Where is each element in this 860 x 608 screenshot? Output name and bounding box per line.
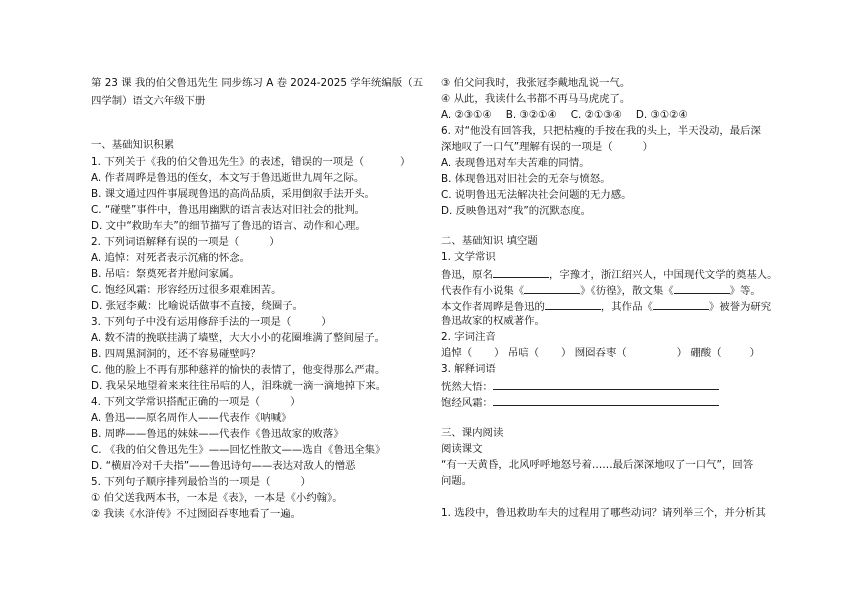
q4-option-b: B. 周晔——鲁迅的妹妹——代表作《鲁迅故家的败落》 bbox=[91, 428, 344, 440]
lit-text: 》《彷徨》，散文集《 bbox=[580, 285, 674, 297]
q5-option-d: D. ③①②④ bbox=[635, 109, 688, 121]
q1-option-b: B. 课文通过四件事展现鲁迅的高尚品质，采用倒叙手法开头。 bbox=[91, 188, 375, 200]
fill-blank-essay-collection[interactable] bbox=[674, 282, 730, 294]
section1-heading: 一、基础知识积累 bbox=[91, 139, 175, 151]
q3-option-c: C. 他的脸上不再有那种慈祥的愉快的表情了，他变得那么严肃。 bbox=[91, 364, 386, 376]
q4-option-d: D. “横眉冷对千夫指”——鲁迅诗句——表达对敌人的憎恶 bbox=[91, 460, 356, 472]
word-explain-2 bbox=[441, 394, 719, 410]
q6-close: ） bbox=[642, 141, 654, 153]
word-label: 恍然大悟： bbox=[441, 381, 493, 393]
q5-sentence-4: ④ 从此，我读什么书都不再马马虎虎了。 bbox=[441, 93, 631, 105]
q6-option-a: A. 表现鲁迅对车夫苦难的同情。 bbox=[441, 157, 590, 169]
lit-text: ，字豫才，浙江绍兴人，中国现代文学的奠基人。 bbox=[548, 269, 778, 281]
lit-text: 》等。 bbox=[729, 285, 761, 297]
section3-heading: 三、课内阅读 bbox=[441, 427, 504, 439]
q1-option-a: A. 作者周晔是鲁迅的侄女，本文写于鲁迅逝世九周年之际。 bbox=[91, 172, 365, 184]
q5-options bbox=[441, 108, 688, 122]
q1-option-d: D. 文中“救助车夫”的细节描写了鲁迅的语言、动作和心理。 bbox=[91, 220, 366, 232]
lit-line4: 鲁迅故家的权威著作。 bbox=[441, 315, 545, 327]
section2-sub3: 3. 解释词语 bbox=[441, 363, 496, 375]
lit-line2 bbox=[441, 282, 761, 298]
pinyin-word: ） bbox=[749, 347, 760, 359]
q4-stem-text: 4. 下列文学常识搭配正确的一项是（ bbox=[91, 396, 261, 408]
q5-close: ） bbox=[300, 476, 311, 488]
lit-line1 bbox=[441, 266, 778, 282]
q5-stem-text: 5. 下列句子顺序排列最恰当的一项是（ bbox=[91, 476, 271, 488]
q5-option-c: C. ②①③④ bbox=[570, 109, 622, 121]
q2-stem-text: 2. 下列词语解释有误的一项是（ bbox=[91, 236, 240, 248]
q2-stem bbox=[91, 235, 280, 249]
q4-option-a: A. 鲁迅——原名周作人——代表作《呐喊》 bbox=[91, 412, 292, 424]
q4-close: ） bbox=[290, 396, 301, 408]
fill-blank-explain-1[interactable] bbox=[493, 378, 719, 390]
q3-option-a: A. 数不清的挽联挂满了墙壁，大大小小的花圈堆满了整间屋子。 bbox=[91, 332, 386, 344]
section2-sub2: 2. 字词注音 bbox=[441, 331, 496, 343]
passage-line1: “有一天黄昏，北风呼呼地怒号着……最后深深地叹了一口气”，回答 bbox=[441, 459, 754, 471]
lit-text: ，其作品《 bbox=[600, 301, 653, 313]
pinyin-line bbox=[441, 346, 760, 360]
q6-option-b: B. 体现鲁迅对旧社会的无奈与愤怒。 bbox=[441, 173, 611, 185]
lit-text: 本文作者周晔是鲁迅的 bbox=[441, 301, 545, 313]
q5-option-b: B. ③②①④ bbox=[505, 109, 557, 121]
lit-text: 鲁迅，原名 bbox=[441, 269, 493, 281]
reading-q1: 1. 选段中，鲁迅救助车夫的过程用了哪些动词？请列举三个，并分析其 bbox=[441, 507, 766, 519]
pinyin-word: ） 囫囵吞枣（ bbox=[561, 347, 627, 359]
q3-option-d: D. 我呆呆地望着来来往往吊唁的人，泪珠就一滴一滴地掉下来。 bbox=[91, 380, 387, 392]
q3-stem bbox=[91, 315, 332, 329]
q1-stem-text: 1. 下列关于《我的伯父鲁迅先生》的表述，错误的一项是（ bbox=[91, 156, 364, 168]
pinyin-word: 追悼（ bbox=[441, 347, 473, 359]
q1-option-c: C. “碰壁”事件中，鲁迅用幽默的语言表达对旧社会的批判。 bbox=[91, 204, 365, 216]
fill-blank-relation[interactable] bbox=[545, 298, 601, 310]
fill-blank-work-title[interactable] bbox=[653, 298, 709, 310]
q4-option-c: C. 《我的伯父鲁迅先生》——回忆性散文——选自《鲁迅全集》 bbox=[91, 444, 386, 456]
q4-stem bbox=[91, 395, 300, 409]
q6-stem-text: 深地叹了一口气”理解有误的一项是（ bbox=[441, 141, 613, 153]
q2-option-b: B. 吊唁：祭奠死者并慰问家属。 bbox=[91, 268, 240, 280]
q2-option-c: C. 饱经风霜：形容经历过很多艰难困苦。 bbox=[91, 284, 282, 296]
q6-stem-line2 bbox=[441, 140, 653, 154]
q5-sentence-1: ① 伯父送我两本书，一本是《表》，一本是《小约翰》。 bbox=[91, 492, 343, 504]
q5-option-a: A. ②③①④ bbox=[441, 109, 492, 121]
q5-sentence-2: ② 我读《水浒传》不过囫囵吞枣地看了一遍。 bbox=[91, 508, 302, 520]
word-explain-1 bbox=[441, 378, 719, 394]
q3-option-b: B. 四周黑洞洞的，还不容易碰壁吗？ bbox=[91, 348, 261, 360]
fill-blank-explain-2[interactable] bbox=[493, 394, 719, 406]
word-label: 饱经风霜： bbox=[441, 397, 493, 409]
q3-close: ） bbox=[321, 316, 332, 328]
q3-stem-text: 3. 下列句子中没有运用修辞手法的一项是（ bbox=[91, 316, 292, 328]
passage-line2: 问题。 bbox=[441, 475, 473, 487]
q5-sentence-3: ③ 伯父问我时，我张冠李戴地乱说一气。 bbox=[441, 77, 631, 89]
q5-stem bbox=[91, 475, 311, 489]
q6-option-c: C. 说明鲁迅无法解决社会问题的无力感。 bbox=[441, 189, 632, 201]
q1-close: ） bbox=[399, 156, 411, 168]
q6-option-d: D. 反映鲁迅对“我”的沉默态度。 bbox=[441, 205, 592, 217]
section2-heading: 二、基础知识 填空题 bbox=[441, 235, 538, 247]
section2-sub1: 1. 文学常识 bbox=[441, 251, 496, 263]
section3-sub: 阅读课文 bbox=[441, 443, 483, 455]
lit-text: 代表作有小说集《 bbox=[441, 285, 525, 297]
lit-line3 bbox=[441, 298, 771, 314]
doc-title-line2: 四学制）语文六年级下册 bbox=[91, 95, 206, 107]
pinyin-word: ） 吊唁（ bbox=[494, 347, 540, 359]
q1-stem bbox=[91, 155, 410, 169]
q2-option-a: A. 追悼：对死者表示沉痛的怀念。 bbox=[91, 252, 250, 264]
fill-blank-original-name[interactable] bbox=[493, 266, 549, 278]
q6-stem-line1: 6. 对“他没有回答我，只把枯瘦的手按在我的头上，半天没动，最后深 bbox=[441, 125, 761, 137]
pinyin-word: ） 硼酸（ bbox=[676, 347, 722, 359]
lit-text: 》被誉为研究 bbox=[708, 301, 772, 313]
fill-blank-novel-collection[interactable] bbox=[524, 282, 580, 294]
q2-option-d: D. 张冠李戴：比喻说话做事不直接，绕圈子。 bbox=[91, 300, 304, 312]
q2-close: ） bbox=[269, 236, 280, 248]
doc-title-line1: 第 23 课 我的伯父鲁迅先生 同步练习 A 卷 2024-2025 学年统编版（五 bbox=[91, 77, 423, 89]
